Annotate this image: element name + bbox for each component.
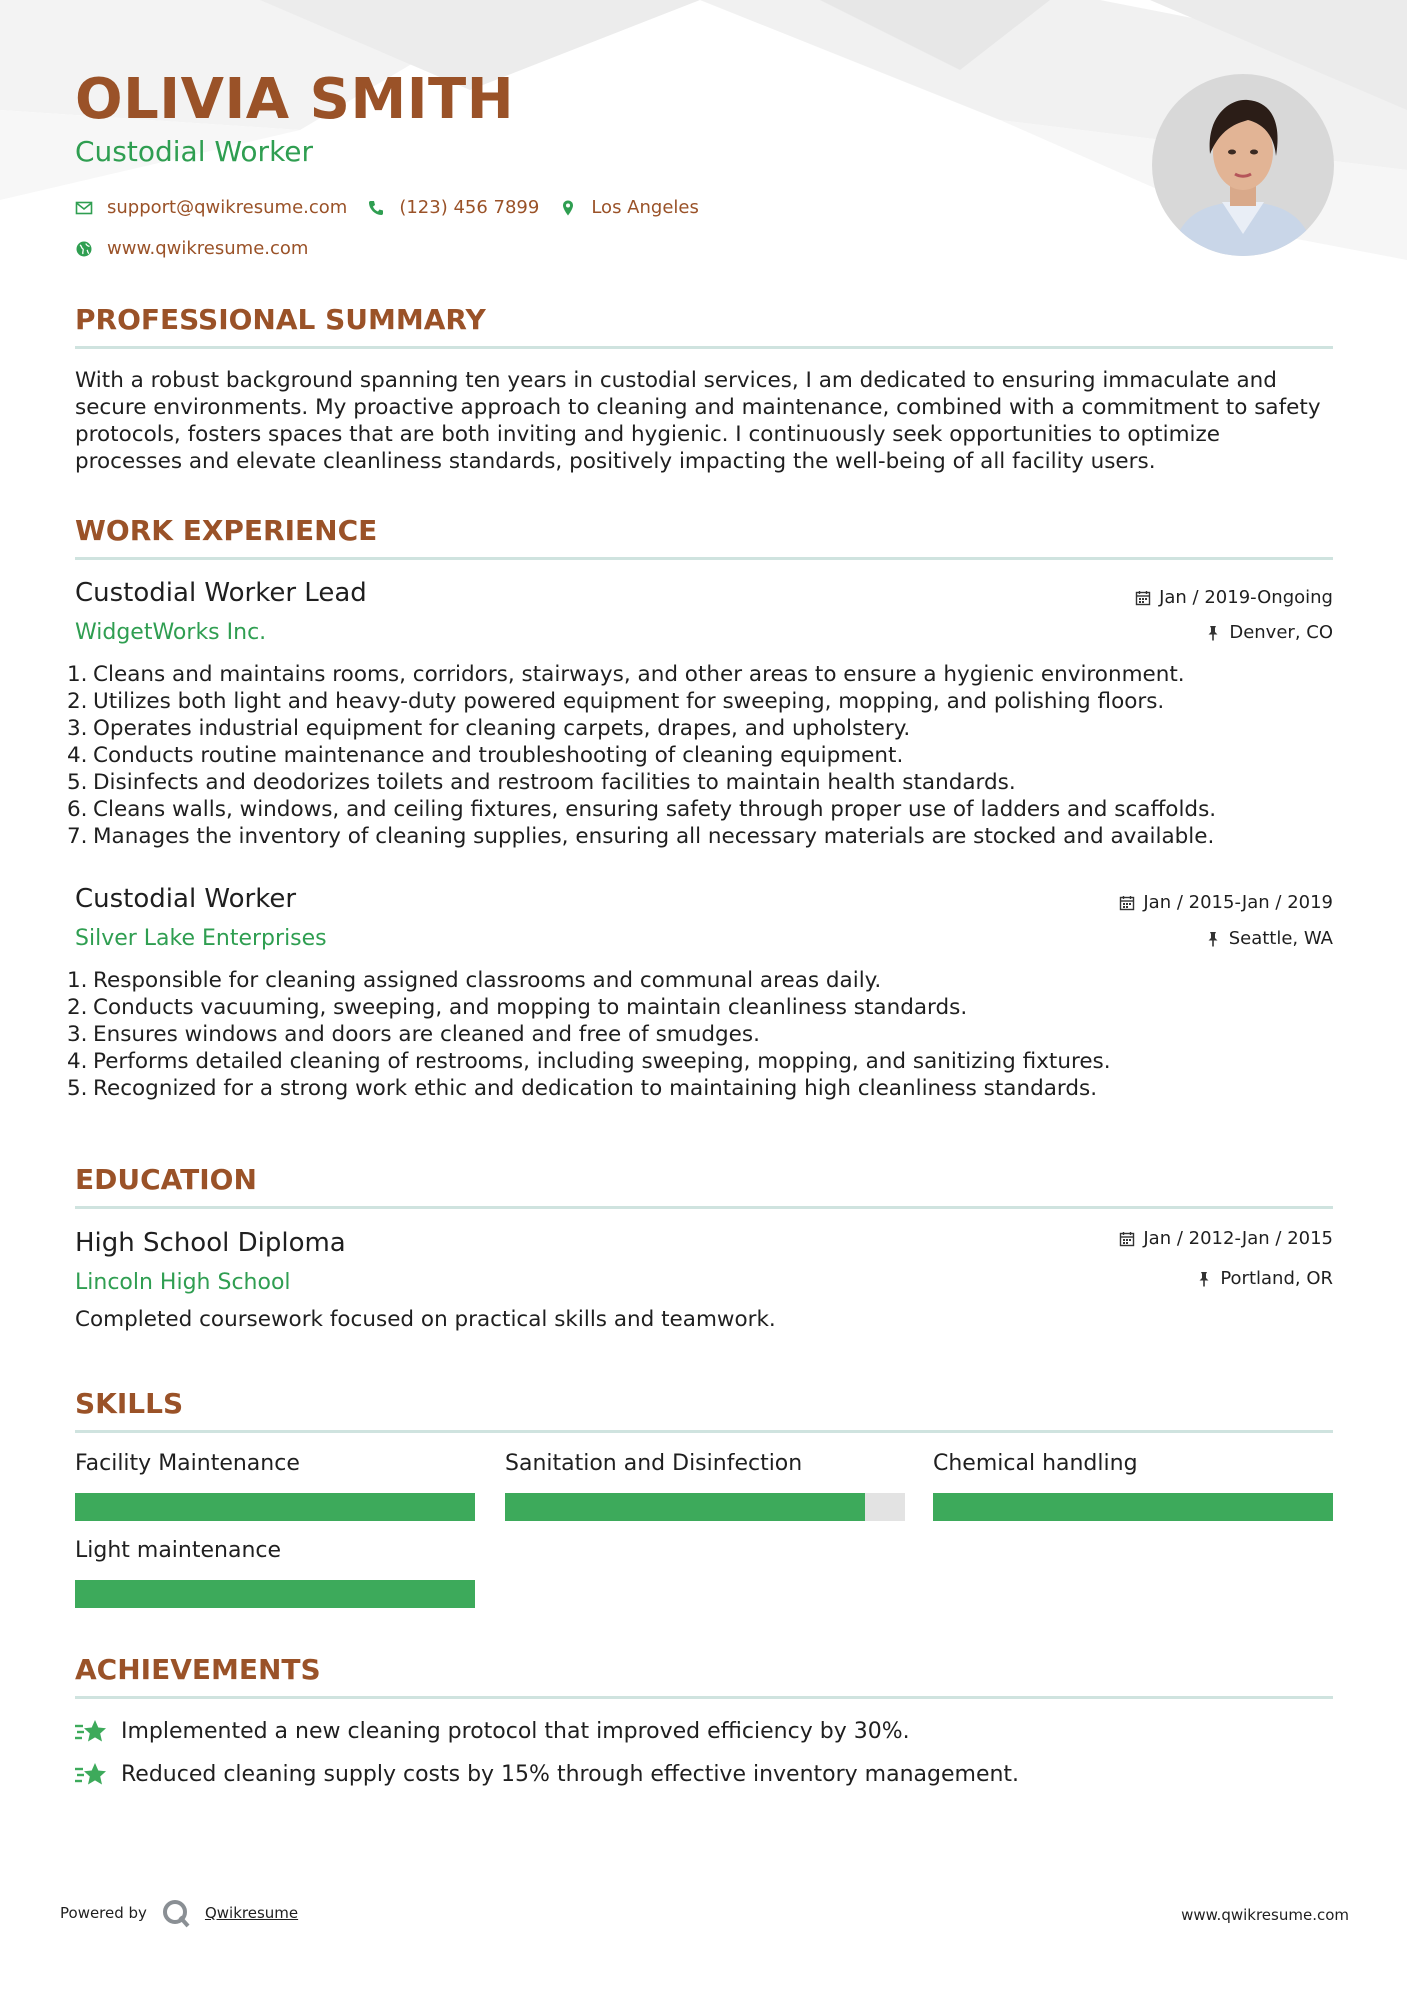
map-pin-icon (559, 199, 577, 217)
job-location-text: Seattle, WA (1228, 928, 1333, 949)
email-text: support@qwikresume.com (107, 197, 348, 218)
star-icon (75, 1717, 107, 1747)
company-name: WidgetWorks Inc. (75, 620, 267, 645)
list-item: 3. Ensures windows and doors are cleaned and free of smudges. (67, 1022, 760, 1047)
pushpin-icon (1205, 625, 1221, 641)
achievements-heading: ACHIEVEMENTS (75, 1656, 1333, 1699)
skill-bar (505, 1493, 905, 1521)
list-item: 2. Utilizes both light and heavy-duty powered equipment for sweeping, mopping, and polishing floors. (67, 689, 1165, 714)
skill-bar-fill (75, 1580, 475, 1608)
candidate-title: Custodial Worker (75, 135, 314, 168)
skill-item (505, 1453, 905, 1521)
contact-location (559, 197, 699, 218)
company-name: Silver Lake Enterprises (75, 926, 327, 951)
calendar-icon (1135, 590, 1151, 606)
globe-icon (75, 240, 93, 258)
list-item: 4. Conducts routine maintenance and troubleshooting of cleaning equipment. (67, 743, 904, 768)
list-item: 5. Recognized for a strong work ethic and dedication to maintaining high cleanliness standards. (67, 1076, 1098, 1101)
contact-phone[interactable] (367, 197, 539, 218)
pushpin-icon (1205, 931, 1221, 947)
skill-bar-fill (505, 1493, 865, 1521)
powered-by-label: Powered by (60, 1904, 147, 1922)
phone-icon (367, 199, 385, 217)
website-text: www.qwikresume.com (107, 238, 309, 259)
skill-name: Light maintenance (75, 1538, 282, 1563)
profile-photo (1152, 74, 1334, 256)
education-dates (1119, 1230, 1333, 1248)
footer-site-link[interactable]: www.qwikresume.com (1181, 1906, 1349, 1924)
skill-bar (75, 1493, 475, 1521)
skill-name: Sanitation and Disinfection (505, 1451, 803, 1476)
education-dates-text: Jan / 2012-Jan / 2015 (1143, 1228, 1333, 1249)
school-name: Lincoln High School (75, 1270, 291, 1295)
location-text: Los Angeles (591, 197, 699, 218)
degree-title: High School Diploma (75, 1228, 346, 1258)
skill-bar (933, 1493, 1333, 1521)
experience-heading: WORK EXPERIENCE (75, 517, 1333, 560)
job-title: Custodial Worker (75, 884, 297, 914)
contact-row-2 (75, 238, 328, 259)
job-dates-text: Jan / 2015-Jan / 2019 (1143, 892, 1333, 913)
calendar-icon (1119, 895, 1135, 911)
list-item: 5. Disinfects and deodorizes toilets and restroom facilities to maintain health standards. (67, 770, 1016, 795)
education-heading: EDUCATION (75, 1166, 1333, 1209)
achievement-item (75, 1717, 910, 1747)
skill-item (75, 1453, 475, 1521)
job-location-text: Denver, CO (1229, 622, 1333, 643)
education-description: Completed coursework focused on practical skills and teamwork. (75, 1307, 776, 1332)
phone-text: (123) 456 7899 (399, 197, 540, 218)
achievement-text: Implemented a new cleaning protocol that improved efficiency by 30%. (121, 1719, 910, 1744)
contact-website[interactable] (75, 238, 308, 259)
list-item: 1. Cleans and maintains rooms, corridors, stairways, and other areas to ensure a hygienic environment. (67, 662, 1185, 687)
job-bullets (67, 967, 1333, 1102)
achievement-item (75, 1760, 1019, 1790)
job-dates (1135, 589, 1333, 607)
calendar-icon (1119, 1231, 1135, 1247)
contact-row-1 (75, 197, 719, 218)
education-location-text: Portland, OR (1220, 1268, 1333, 1289)
candidate-name: OLIVIA SMITH (75, 67, 515, 132)
list-item: 1. Responsible for cleaning assigned classrooms and communal areas daily. (67, 968, 882, 993)
list-item: 3. Operates industrial equipment for cleaning carpets, drapes, and upholstery. (67, 716, 911, 741)
skill-bar-fill (933, 1493, 1333, 1521)
skills-heading: SKILLS (75, 1390, 1333, 1433)
job-dates (1119, 894, 1333, 912)
job-location (1205, 930, 1333, 948)
job-location (1205, 624, 1333, 642)
skill-item (75, 1540, 475, 1608)
job-bullets (67, 661, 1333, 850)
qwikresume-link[interactable]: Qwikresume (204, 1904, 299, 1922)
list-item: 2. Conducts vacuuming, sweeping, and mopping to maintain cleanliness standards. (67, 995, 968, 1020)
summary-text: With a robust background spanning ten years in custodial services, I am dedicated to ensuring immaculate and secure environments. My proactive approach to cleaning and maintenance, combined with a commitment to safety protocols, fosters spaces that are both inviting and hygienic. I continuously seek opportunities to optimize processes and elevate cleanliness standards, positively impacting the well-being of all facility users. (75, 368, 1321, 474)
job-dates-text: Jan / 2019-Ongoing (1159, 587, 1333, 608)
star-icon (75, 1760, 107, 1790)
contact-email[interactable] (75, 197, 347, 218)
pushpin-icon (1196, 1271, 1212, 1287)
skill-bar-fill (75, 1493, 475, 1521)
education-location (1196, 1270, 1333, 1288)
envelope-icon (75, 199, 93, 217)
qwikresume-logo-icon (161, 1898, 191, 1928)
skill-name: Chemical handling (933, 1451, 1138, 1476)
list-item: 4. Performs detailed cleaning of restrooms, including sweeping, mopping, and sanitizing fixtures. (67, 1049, 1111, 1074)
list-item: 7. Manages the inventory of cleaning supplies, ensuring all necessary materials are stocked and available. (67, 824, 1215, 849)
skill-bar (75, 1580, 475, 1608)
footer-powered-by (60, 1898, 298, 1928)
achievement-text: Reduced cleaning supply costs by 15% through effective inventory management. (121, 1762, 1020, 1787)
summary-heading: PROFESSIONAL SUMMARY (75, 306, 1333, 349)
list-item: 6. Cleans walls, windows, and ceiling fixtures, ensuring safety through proper use of ladders and scaffolds. (67, 797, 1217, 822)
skill-item (933, 1453, 1333, 1521)
job-title: Custodial Worker Lead (75, 578, 367, 608)
skill-name: Facility Maintenance (75, 1451, 300, 1476)
